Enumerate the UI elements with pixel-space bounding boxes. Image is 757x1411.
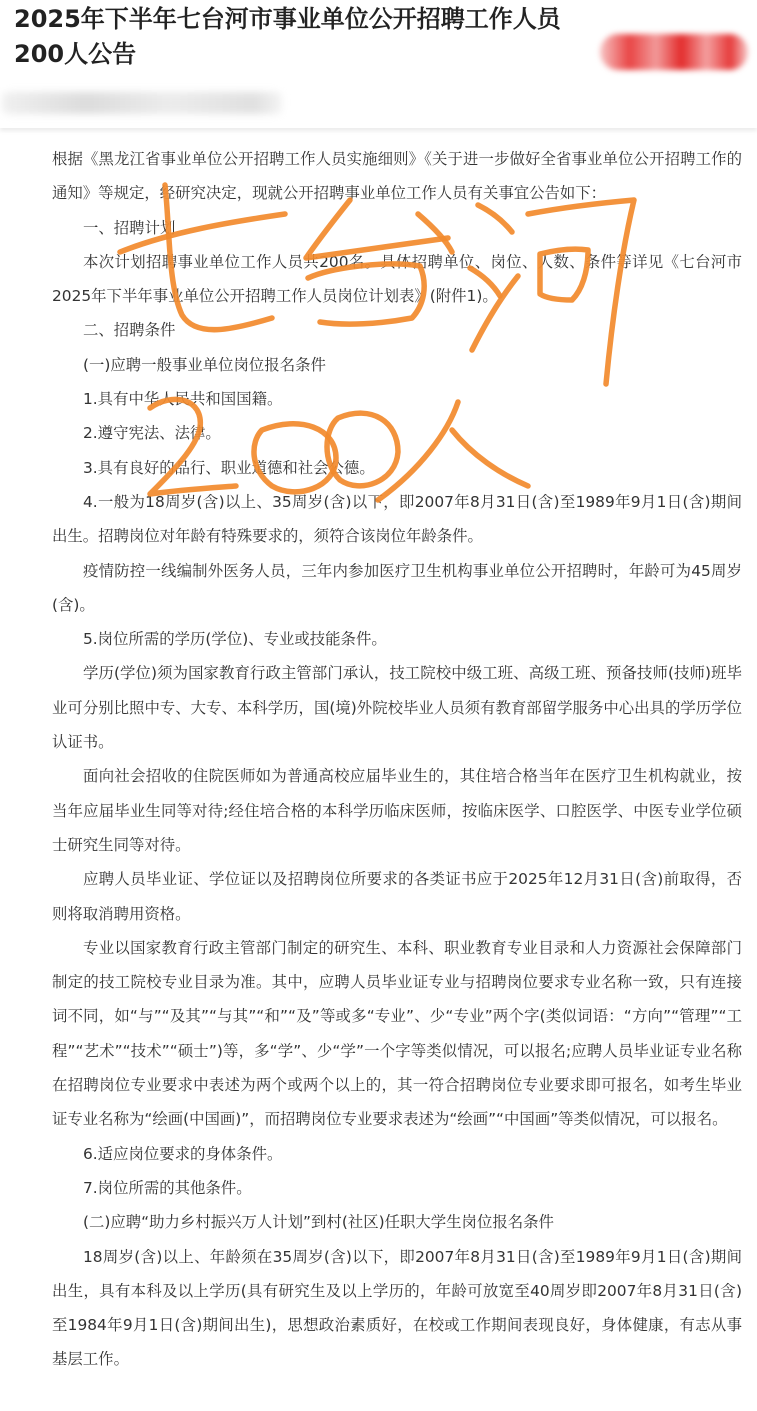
article-paragraph: 面向社会招收的住院医师如为普通高校应届毕业生的，其住培合格当年在医疗卫生机构就业，按当年应届毕业生同等对待;经住培合格的本科学历临床医师，按临床医学、口腔医学、中医专业学位硕士研究生同等对待。 — [52, 767, 742, 854]
section-heading: 一、招聘计划 — [83, 218, 176, 237]
condition-item: 4.一般为18周岁(含)以上、35周岁(含)以下，即2007年8月31日(含)至1989年9月1日(含)期间出生。招聘岗位对年龄有特殊要求的，须符合该岗位年龄条件。 — [52, 492, 742, 546]
article-paragraph: 本次计划招聘事业单位工作人员共200名。具体招聘单位、岗位、人数、条件等详见《七台河市2025年下半年事业单位公开招聘工作人员岗位计划表》(附件1)。 — [52, 252, 742, 306]
condition-item: 6.适应岗位要求的身体条件。 — [83, 1144, 283, 1163]
article-paragraph: 学历(学位)须为国家教育行政主管部门承认，技工院校中级工班、高级工班、预备技师(技师)班毕业可分别比照中专、大专、本科学历，国(境)外院校毕业人员须有教育部留学服务中心出具的学历学位认证书。 — [52, 664, 742, 752]
article-header — [0, 0, 757, 128]
condition-item: 1.具有中华人民共和国国籍。 — [83, 390, 283, 409]
subsection-heading: (二)应聘“助力乡村振兴万人计划”到村(社区)任职大学生岗位报名条件 — [83, 1213, 554, 1232]
condition-item: 3.具有良好的品行、职业道德和社会公德。 — [83, 458, 375, 477]
section-heading: 二、招聘条件 — [83, 321, 176, 340]
redacted-meta-line — [2, 92, 282, 114]
condition-item: 7.岗位所需的其他条件。 — [83, 1178, 252, 1197]
article-paragraph: 根据《黑龙江省事业单位公开招聘工作人员实施细则》《关于进一步做好全省事业单位公开招聘工作的通知》等规定，经研究决定，现就公开招聘事业单位工作人员有关事宜公告如下： — [52, 150, 742, 203]
article-paragraph: 应聘人员毕业证、学位证以及招聘岗位所要求的各类证书应于2025年12月31日(含)前取得，否则将取消聘用资格。 — [52, 870, 742, 923]
article-body — [52, 142, 742, 1377]
page-title: 2025年下半年七台河市事业单位公开招聘工作人员200人公告 — [14, 5, 561, 68]
article-paragraph: 专业以国家教育行政主管部门制定的研究生、本科、职业教育专业目录和人力资源社会保障部门制定的技工院校专业目录为准。其中，应聘人员毕业证专业与招聘岗位要求专业名称一致，只有连接词不同，如“与”“及其”“与其”“和”“及”等或多“专业”、少“专业”两个字(类似词语：“方向”“管理”“工程”“艺术”“技术”“硕士”)等，多“学”、少“学”一个字等类似情况，可以报名;应聘人员毕业证专业名称在招聘岗位专业要求中表述为两个或两个以上的，其一符合招聘岗位专业要求即可报名，如考生毕业证专业名称为“绘画(中国画)”，而招聘岗位专业要求表述为“绘画”“中国画”等类似情况，可以报名。 — [52, 938, 742, 1129]
redacted-red-badge — [600, 34, 748, 70]
condition-item: 2.遵守宪法、法律。 — [83, 424, 221, 443]
subsection-heading: (一)应聘一般事业单位岗位报名条件 — [83, 355, 326, 374]
article-paragraph: 疫情防控一线编制外医务人员，三年内参加医疗卫生机构事业单位公开招聘时，年龄可为45周岁(含)。 — [52, 561, 742, 614]
condition-item: 5.岗位所需的学历(学位)、专业或技能条件。 — [83, 630, 387, 649]
article-paragraph: 18周岁(含)以上、年龄须在35周岁(含)以下，即2007年8月31日(含)至1989年9月1日(含)期间出生，具有本科及以上学历(具有研究生及以上学历的，年龄可放宽至40周岁即2007年8月31日(含)至1984年9月1日(含)期间出生)，思想政治素质好，在校或工作期间表现良好，身体健康，有志从事基层工作。 — [52, 1247, 742, 1369]
